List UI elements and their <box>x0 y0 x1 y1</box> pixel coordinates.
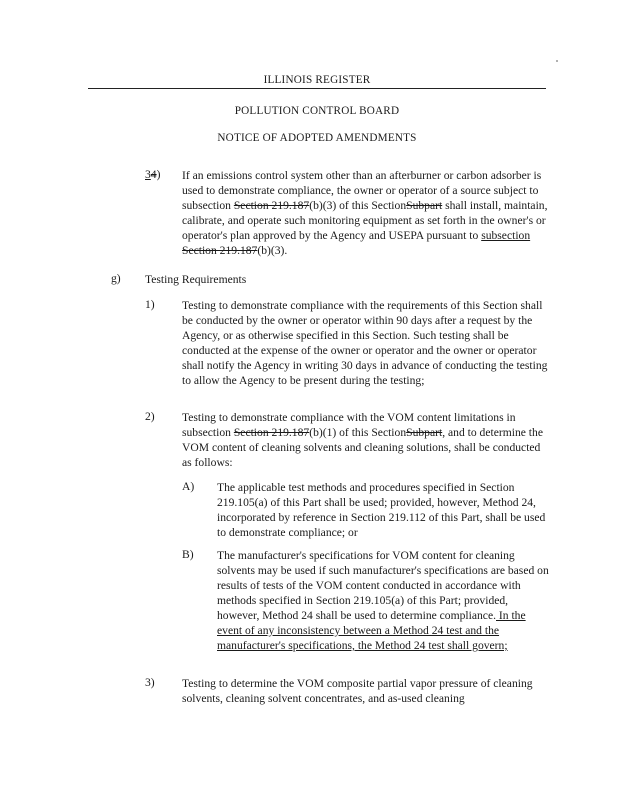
item-A-text: The applicable test methods and procedures specified in Section 219.105(a) of this Part shall be used; provided, however, Method 24, incorporated by reference in Section 219.112 of this Part, shall be used to demonstrate compliance; or <box>217 481 546 539</box>
register-title: ILLINOIS REGISTER <box>263 74 371 86</box>
section-g-title: Testing Requirements <box>145 273 247 286</box>
deleted-text: Subpart <box>406 426 443 439</box>
item-g1-text: Testing to demonstrate compliance with the requirements of this Section shall be conducted by the owner or operator within 90 days after a request by the Agency, or as otherwise specified in this Section. Such testing shall be conducted at the expense of the owner or operator and the owner or operator shall notify the Agency in writing 30 days in advance of conducting the testing to allow the Agency to be present during the testing; <box>182 299 548 387</box>
inserted-text: In the event of any inconsistency between a Method 24 test and the manufacturer's specifications, the Method 24 test shall govern; <box>217 609 526 652</box>
deleted-text: Section 219.187 <box>182 244 258 257</box>
notice-title: NOTICE OF ADOPTED AMENDMENTS <box>217 132 417 144</box>
item-3-marker <box>145 168 160 181</box>
marker-close: ) <box>156 168 161 181</box>
text-run: , and to determine the VOM content of cleaning solvents and cleaning solutions, shall be conducted as follows: <box>182 426 543 469</box>
board-title: POLLUTION CONTROL BOARD <box>234 105 400 117</box>
text-run: If an emissions control system other than an afterburner or carbon adsorber is used to demonstrate compliance, the owner or operator of a source subject to subsection <box>182 169 542 212</box>
item-B-text <box>217 548 550 653</box>
text-run: The manufacturer's specifications for VOM content for cleaning solvents may be used if such manufacturer's specifications are based on results of tests of the VOM content conducted in accordance with methods specified in Section 219.105(a) of this Part; provided, however, Method 24 shall be used to determine compliance. <box>217 549 549 622</box>
deleted-text: Subpart <box>406 199 443 212</box>
inserted-text: subsection <box>481 229 531 242</box>
marker-new: 3 <box>145 168 151 181</box>
text-run: shall install, maintain, calibrate, and operate such monitoring equipment as set forth in the owner's or operator's plan approved by the Agency and USEPA pursuant to <box>182 199 548 242</box>
item-g2-text <box>182 410 550 470</box>
item-g1-marker: 1) <box>145 298 155 311</box>
text-run: (b)(3) of this Section <box>309 199 407 212</box>
item-A-marker: A) <box>182 480 195 493</box>
item-B-marker: B) <box>182 548 194 561</box>
marker-old: 4 <box>150 168 157 181</box>
scan-speck <box>556 60 558 62</box>
item-g3-marker: 3) <box>145 676 155 689</box>
deleted-text: Section 219.187 <box>233 199 310 212</box>
text-run: (b)(1) of this Section <box>309 426 407 439</box>
deleted-text: Section 219.187 <box>233 426 310 439</box>
header-rule <box>88 88 546 89</box>
section-g-marker: g) <box>111 272 121 285</box>
text-run: (b)(3). <box>257 244 288 257</box>
item-g2-marker: 2) <box>145 410 155 423</box>
item-g3-text: Testing to determine the VOM composite partial vapor pressure of cleaning solvents, cleaning solvent concentrates, and as-used cleaning <box>182 677 533 705</box>
text-run: Testing to demonstrate compliance with the VOM content limitations in subsection <box>182 411 516 439</box>
item-3-text <box>182 168 550 258</box>
